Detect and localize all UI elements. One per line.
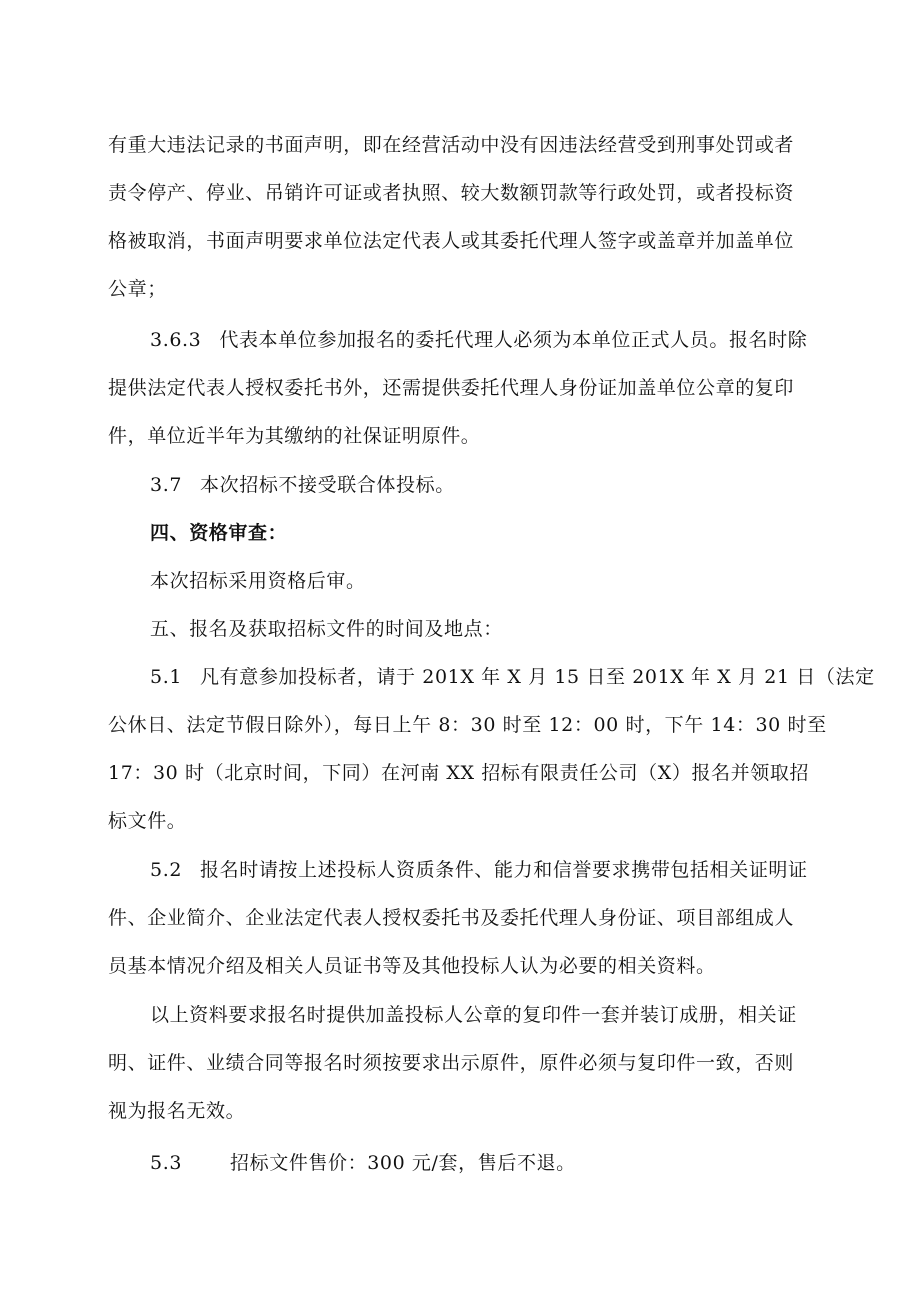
- clause-3-6-3: [150, 328, 807, 354]
- paragraph-line: 有重大违法记录的书面声明，即在经营活动中没有因违法经营受到刑事处罚或者: [108, 134, 795, 156]
- paragraph-line: 责令停产、停业、吊销许可证或者执照、较大数额罚款等行政处罚，或者投标资: [108, 182, 795, 204]
- clause-5-3: [150, 1151, 576, 1177]
- clause-number: 5.1: [150, 666, 183, 688]
- paragraph-line: 件、企业简介、企业法定代表人授权委托书及委托代理人身份证、项目部组成人: [108, 907, 795, 929]
- clause-3-7: [150, 473, 455, 499]
- paragraph-line: 视为报名无效。: [108, 1100, 246, 1122]
- paragraph-line: 17：30 时（北京时间，下同）在河南 XX 招标有限责任公司（X）报名并领取招: [108, 762, 810, 784]
- clause-5-1: [150, 665, 875, 691]
- paragraph-line: 提供法定代表人授权委托书外，还需提供委托代理人身份证加盖单位公章的复印: [108, 377, 795, 399]
- paragraph-line: 明、证件、业绩合同等报名时须按要求出示原件，原件必须与复印件一致，否则: [108, 1052, 795, 1074]
- clause-number: 3.6.3: [150, 329, 202, 351]
- paragraph-line: 员基本情况介绍及相关人员证书等及其他投标人认为必要的相关资料。: [108, 955, 716, 977]
- section-4-text: 本次招标采用资格后审。: [150, 570, 366, 592]
- paragraph-line: 标文件。: [108, 810, 187, 832]
- section-heading-5: 五、报名及获取招标文件的时间及地点：: [150, 618, 503, 640]
- clause-number: 3.7: [150, 474, 183, 496]
- clause-5-2: [150, 858, 808, 884]
- clause-text: 招标文件售价：300 元/套，售后不退。: [230, 1152, 576, 1174]
- clause-text: 代表本单位参加报名的委托代理人必须为本单位正式人员。报名时除: [219, 329, 808, 351]
- clause-text: 本次招标不接受联合体投标。: [200, 474, 455, 496]
- clause-text: 凡有意参加投标者，请于 201X 年 X 月 15 日至 201X 年 X 月 21 日（法定: [200, 666, 875, 688]
- paragraph-line: 公休日、法定节假日除外），每日上午 8：30 时至 12：00 时，下午 14：30 时至: [108, 714, 827, 736]
- clause-text: 报名时请按上述投标人资质条件、能力和信誉要求携带包括相关证明证: [200, 859, 808, 881]
- paragraph-line: 公章；: [108, 278, 167, 300]
- clause-number: 5.2: [150, 859, 183, 881]
- paragraph-line: 件，单位近半年为其缴纳的社保证明原件。: [108, 425, 481, 447]
- clause-number: 5.3: [150, 1152, 183, 1174]
- section-heading-4: 四、资格审查：: [150, 522, 288, 544]
- paragraph-line: 以上资料要求报名时提供加盖投标人公章的复印件一套并装订成册，相关证: [150, 1004, 797, 1026]
- paragraph-line: 格被取消，书面声明要求单位法定代表人或其委托代理人签字或盖章并加盖单位: [108, 230, 795, 252]
